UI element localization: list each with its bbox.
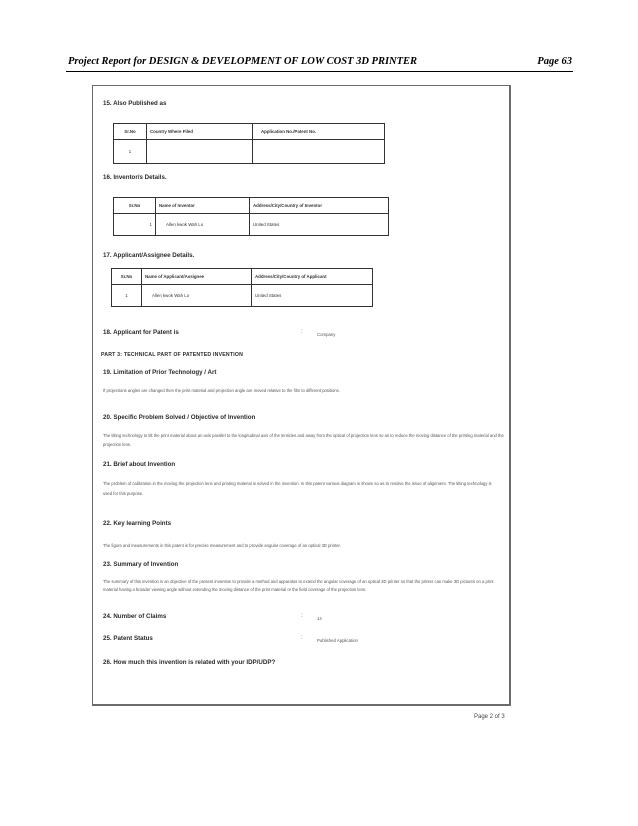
section-20-heading: 20. Specific Problem Solved / Objective of Invention (103, 414, 256, 421)
section-26-heading: 26. How much this invention is related with your IDP/UDP? (103, 659, 276, 666)
cell-country (147, 140, 253, 164)
cell-srno: 1 (114, 140, 147, 164)
applicant-type-value: Company (317, 332, 336, 337)
section-20-text: The tilting technology to tilt the print material about an axis parallel to the longitudinal axis of the lenticles and away from the optical of projection lens so as to reduce the moving distance of the printing material and the projection lens. (103, 433, 504, 447)
col-application-no: Application No./Patent No. (253, 124, 385, 140)
cell-inventor-address: United States (250, 214, 389, 236)
colon: : (301, 635, 303, 641)
cell-application-no (253, 140, 385, 164)
section-24-heading: 24. Number of Claims (103, 613, 167, 620)
col-srno: Sr.No (114, 198, 156, 214)
scan-page-indicator: Page 2 of 3 (474, 714, 505, 720)
applicant-table (111, 268, 373, 307)
section-19-heading: 19. Limitation of Prior Technology / Art (103, 369, 217, 376)
number-of-claims-value: 14 (317, 616, 322, 621)
report-title: Project Report for DESIGN & DEVELOPMENT OF LOW COST 3D PRINTER (68, 56, 418, 67)
col-applicant-address: Address/City/Country of Applicant (252, 269, 373, 285)
section-18-heading: 18. Applicant for Patent is (103, 329, 179, 336)
col-country: Country Where Filed (147, 124, 253, 140)
section-19-text: If projections angles are changed then the print material and projection angle are moved relative to the film to different positions. (103, 388, 340, 393)
section-23-text: The summary of this invention is an objective of the present invention to provide a method and apparatus to extend the angular coverage of an optical 3D printer so that the printer can make 3D pictures on a print material having a broader viewing angle without extending the moving distance of the print material or the field coverage of the projection lens. (103, 579, 494, 592)
col-inventor-name: Name of Inventor (156, 198, 250, 214)
section-15-heading: 15. Also Published as (103, 100, 167, 107)
cell-applicant-address: United States (252, 285, 373, 307)
col-applicant-name: Name of Applicant/Assignee (142, 269, 252, 285)
scanned-patent-page (92, 85, 511, 706)
header-rule (66, 71, 573, 72)
section-17-heading: 17. Applicant/Assignee Details. (103, 252, 195, 259)
col-srno: Sr.No (114, 124, 147, 140)
also-published-table (113, 123, 385, 164)
cell-applicant-name: Allen kwok Wah Lo (142, 285, 252, 307)
page-number: Page 63 (537, 56, 572, 67)
section-25-heading: 25. Patent Status (103, 635, 153, 642)
col-inventor-address: Address/City/Country of Inventor (250, 198, 389, 214)
running-header (68, 56, 572, 72)
cell-srno: 1 (112, 285, 142, 307)
section-21-heading: 21. Brief about Invention (103, 461, 176, 468)
part-3-heading: PART 3: TECHNICAL PART OF PATENTED INVENTION (101, 352, 244, 358)
cell-inventor-name: Allen kwok Wah Lo (156, 214, 250, 236)
colon: : (301, 613, 303, 619)
section-16-heading: 16. Inventor/s Details. (103, 174, 167, 181)
section-21-text: The problem of calibration in the moving the projection lens and printing material is solved in the invention. In this patent various diagram is shown so as to resolve the issue of alignment. The tilting technology is used for this purpose. (103, 481, 492, 496)
cell-srno: 1 (114, 214, 156, 236)
section-22-text: The figure and measurements in this patent is for precise measurement and to provide angular coverage of an optical 3D printer. (103, 543, 341, 548)
patent-status-value: Published Application (317, 638, 358, 643)
section-23-heading: 23. Summary of Invention (103, 561, 179, 568)
col-srno: Sr.No (112, 269, 142, 285)
section-22-heading: 22. Key learning Points (103, 520, 172, 527)
inventor-table (113, 197, 389, 236)
colon: : (301, 329, 303, 335)
